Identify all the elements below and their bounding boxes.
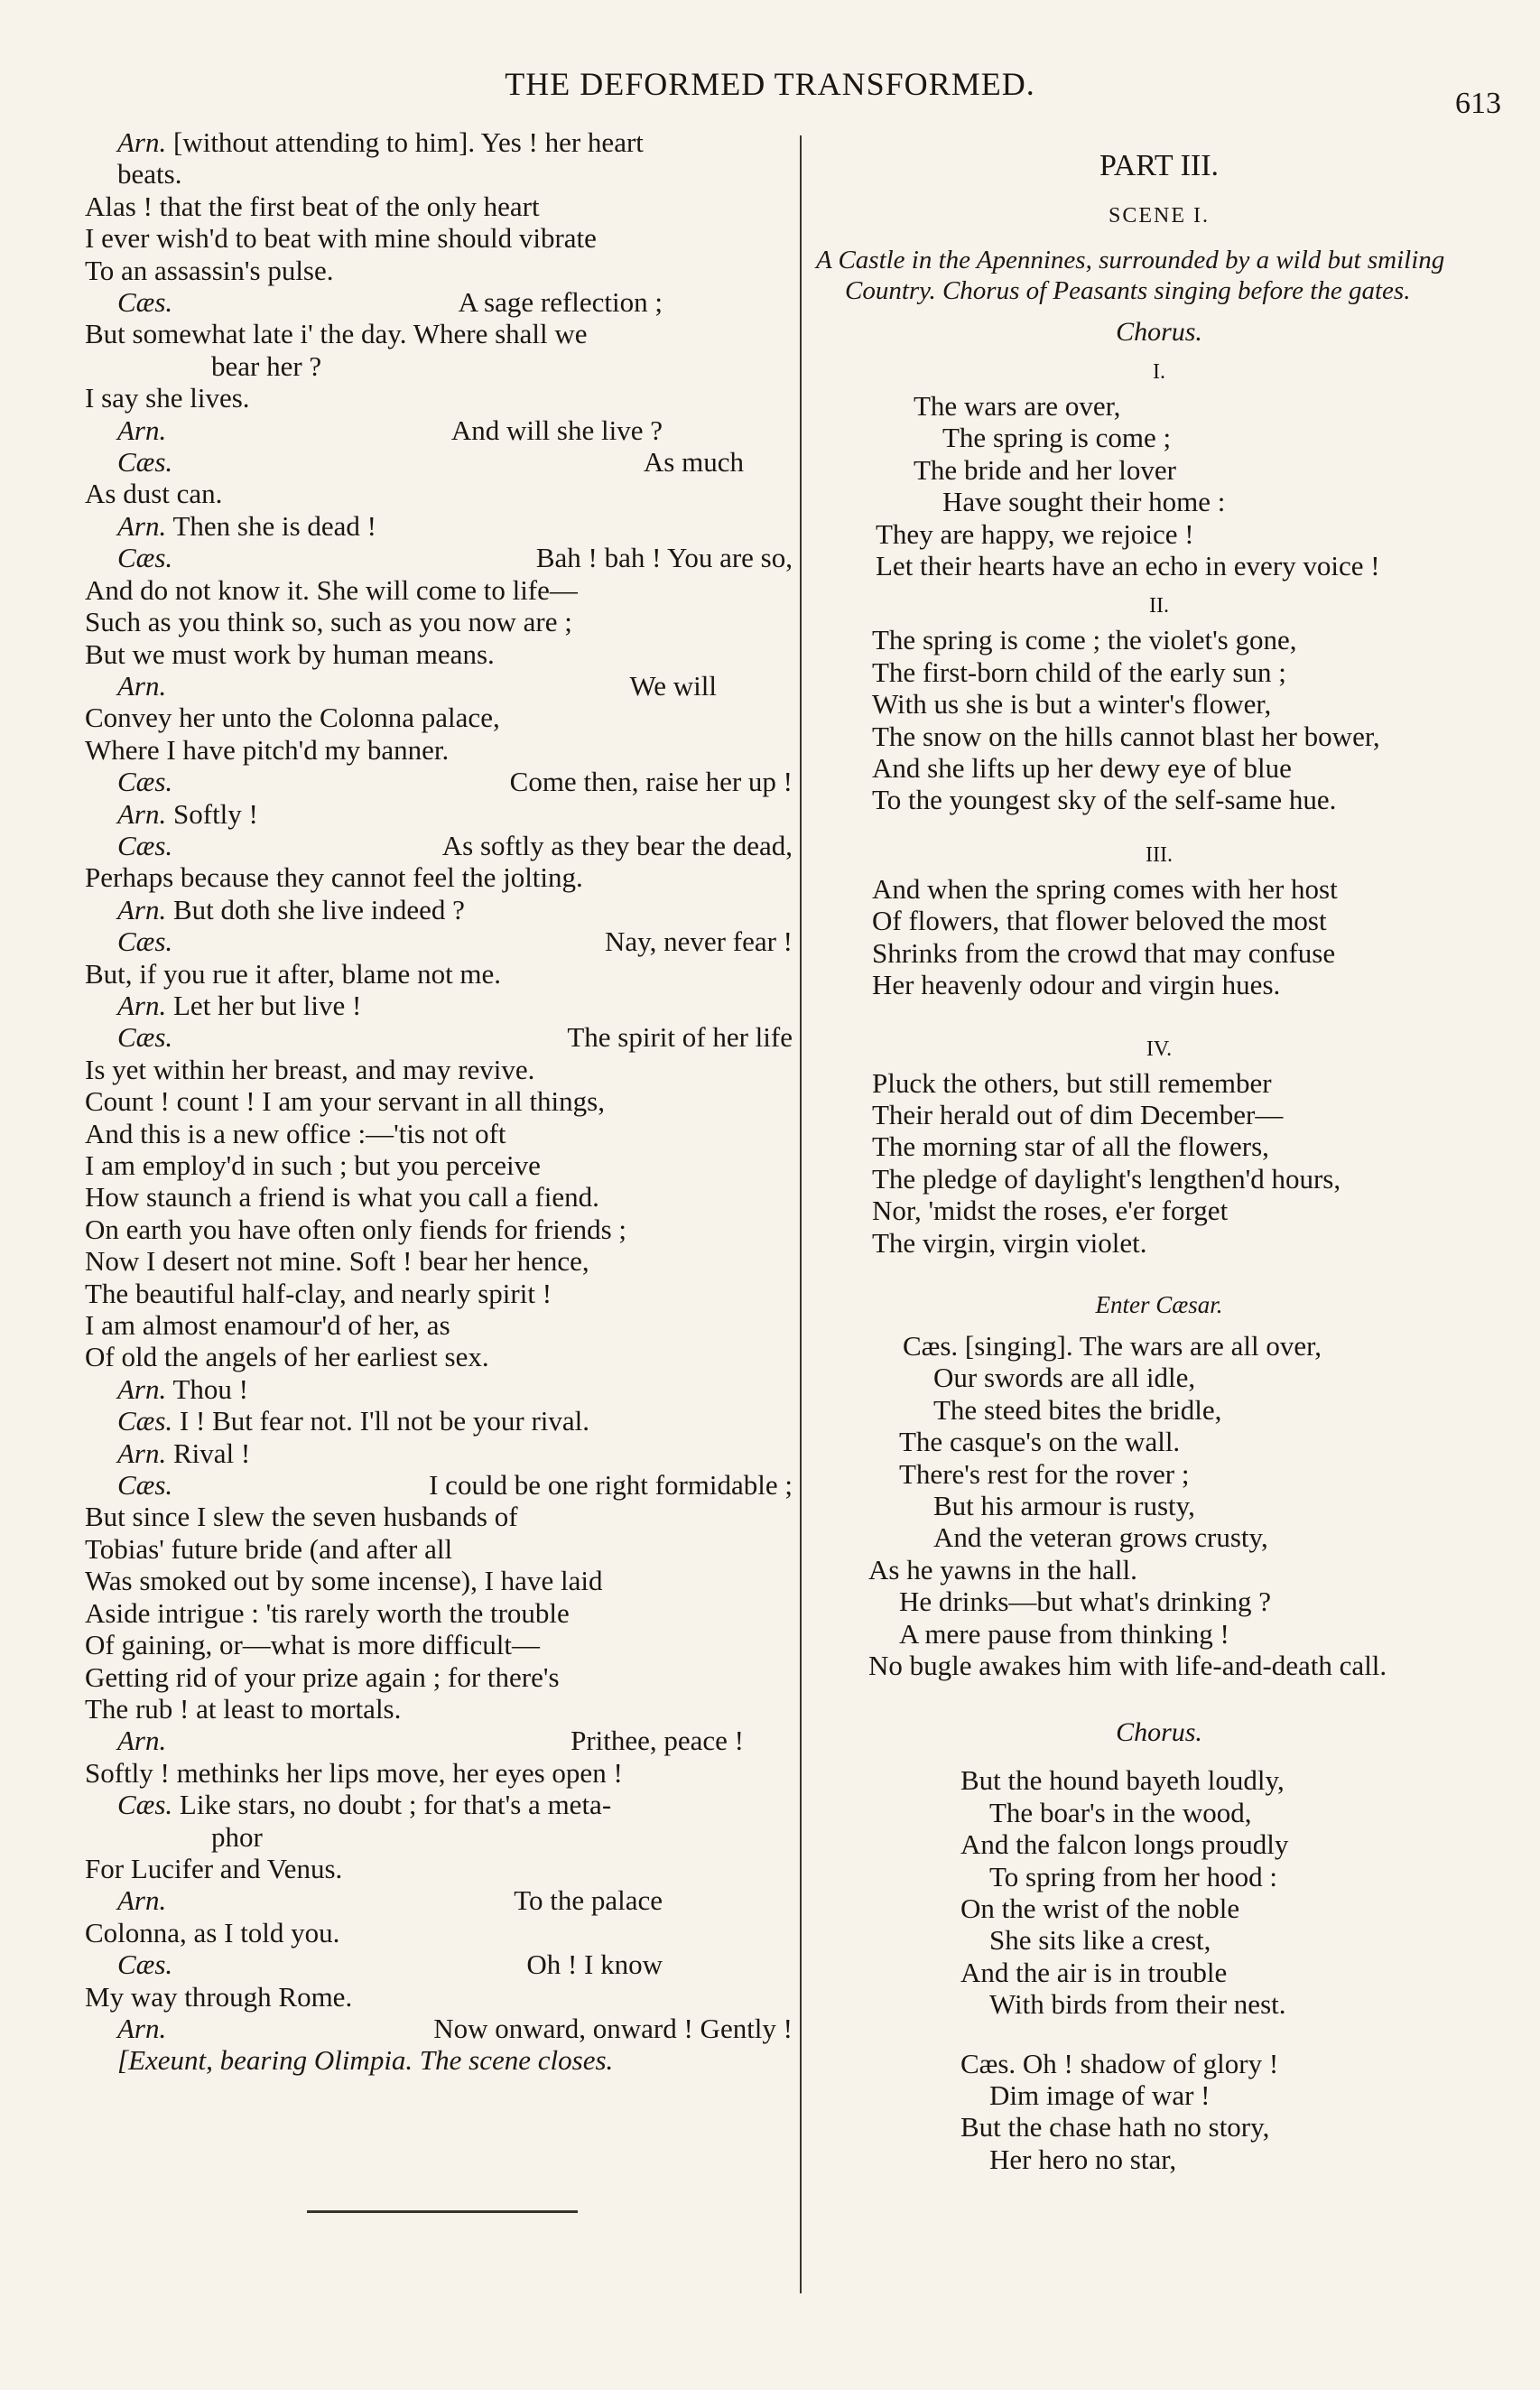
dialogue-line (85, 1884, 798, 1916)
dialogue-line (85, 1501, 798, 1532)
dialogue-text: For Lucifer and Venus. (85, 1852, 343, 1884)
end-rule (307, 2210, 578, 2213)
dialogue-text: But since I slew the seven husbands of (85, 1501, 518, 1533)
dialogue-line (85, 1278, 798, 1309)
dialogue-line (85, 1948, 798, 1980)
dialogue-line (85, 925, 798, 957)
scene-title: SCENE I. (1109, 204, 1210, 228)
verse-line: To spring from her hood : (989, 1860, 1277, 1892)
dialogue-text: The beautiful half-clay, and nearly spirit ! (85, 1277, 552, 1309)
dialogue-line (85, 478, 798, 509)
verse-line: Cæs. Oh ! shadow of glory ! (960, 2047, 1279, 2079)
dialogue-line (85, 1021, 798, 1053)
verse-line: Dim image of war ! (989, 2079, 1211, 2112)
dialogue-text: Is yet within her breast, and may revive. (85, 1053, 535, 1085)
verse-line: Nor, 'midst the roses, e'er forget (872, 1195, 1229, 1227)
dialogue-text: The rub ! at least to mortals. (85, 1692, 402, 1725)
speaker-name: Cæs. (117, 542, 173, 574)
dialogue-text: [without attending to him]. Yes ! her heart (173, 126, 644, 158)
dialogue-text: As softly as they bear the dead, (441, 829, 793, 861)
caesar-song (816, 1330, 1502, 1681)
verse-line: The pledge of daylight's lengthen'd hours, (872, 1162, 1341, 1195)
dialogue-line (85, 126, 798, 158)
verse-line: The morning star of all the flowers, (872, 1130, 1269, 1163)
speaker-name: Cæs. (117, 1789, 173, 1821)
dialogue-line (85, 1181, 798, 1213)
dialogue-text: Oh ! I know (526, 1948, 663, 1981)
dialogue-text: Convey her unto the Colonna palace, (85, 702, 500, 734)
dialogue-text: Of old the angels of her earliest sex. (85, 1341, 489, 1373)
dialogue-text: [Exeunt, bearing Olimpia. The scene closes. (117, 2044, 614, 2077)
dialogue-text: Such as you think so, such as you now are ; (85, 606, 572, 638)
dialogue-text: Rival ! (173, 1437, 251, 1469)
dialogue-line (85, 830, 798, 861)
stanza-1 (816, 390, 1502, 581)
speaker-name: Cæs. (117, 1469, 173, 1502)
speaker-name: Cæs. (117, 1405, 173, 1437)
dialogue-text: Come then, raise her up ! (509, 766, 793, 798)
dialogue-line (85, 222, 798, 254)
dialogue-line (85, 861, 798, 893)
dialogue-text: Let her but live ! (173, 989, 362, 1021)
stanza-number: I. (1153, 360, 1165, 384)
dialogue-text: To the palace (514, 1884, 663, 1917)
dialogue-text: I say she lives. (85, 382, 250, 414)
verse-line: On the wrist of the noble (960, 1892, 1240, 1925)
verse-line: She sits like a crest, (989, 1924, 1211, 1957)
dialogue-text: bear her ? (211, 349, 322, 382)
chorus-heading: Chorus. (1116, 317, 1202, 347)
dialogue-line (85, 158, 798, 190)
verse-line: With us she is but a winter's flower, (872, 688, 1272, 721)
part-title: PART III. (1099, 149, 1220, 182)
verse-line: The casque's on the wall. (899, 1426, 1181, 1458)
chorus-2 (816, 1764, 1502, 2020)
dialogue-line (85, 1149, 798, 1181)
dialogue-text: But doth she live indeed ? (173, 893, 465, 925)
dialogue-line (85, 382, 798, 414)
speaker-name: Arn. (117, 989, 167, 1021)
stanza-number: IV. (1146, 1037, 1173, 1061)
left-column (85, 126, 798, 2077)
dialogue-text: To an assassin's pulse. (85, 254, 334, 286)
dialogue-text: I ! But fear not. I'll not be your rival. (179, 1405, 590, 1437)
stanza-number: II. (1149, 594, 1169, 618)
dialogue-line (85, 638, 798, 670)
verse-line: To the youngest sky of the self-same hue. (872, 784, 1337, 816)
dialogue-text: Tobias' future bride (and after all (85, 1532, 453, 1565)
verse-line: There's rest for the rover ; (899, 1457, 1190, 1490)
dialogue-line (85, 1118, 798, 1149)
dialogue-text: On earth you have often only fiends for friends ; (85, 1213, 627, 1245)
dialogue-line (85, 1214, 798, 1245)
dialogue-line (85, 1469, 798, 1501)
dialogue-text: Alas ! that the first beat of the only heart (85, 190, 540, 222)
dialogue-text: But somewhat late i' the day. Where shall we (85, 318, 588, 350)
dialogue-line (85, 318, 798, 349)
dialogue-text: As dust can. (85, 478, 223, 510)
dialogue-text: Getting rid of your prize again ; for there's (85, 1660, 560, 1693)
speaker-name: Arn. (117, 509, 167, 542)
dialogue-text: I could be one right formidable ; (429, 1469, 793, 1502)
verse-line: The virgin, virgin violet. (872, 1226, 1147, 1259)
stanza-3 (816, 873, 1502, 1001)
verse-line: But the hound bayeth loudly, (960, 1764, 1285, 1797)
verse-line: Her hero no star, (989, 2143, 1177, 2175)
verse-line: And the air is in trouble (960, 1956, 1228, 1988)
dialogue-line (85, 990, 798, 1021)
verse-line: As he yawns in the hall. (868, 1553, 1137, 1586)
verse-line: With birds from their nest. (989, 1988, 1286, 2021)
dialogue-text: Bah ! bah ! You are so, (535, 542, 793, 574)
dialogue-text: My way through Rome. (85, 1980, 353, 2013)
speaker-name: Arn. (117, 1884, 167, 1917)
verse-line: Her heavenly odour and virgin hues. (872, 969, 1281, 1001)
dialogue-line (85, 510, 798, 542)
verse-line: He drinks—but what's drinking ? (899, 1586, 1271, 1618)
dialogue-text: Perhaps because they cannot feel the jolting. (85, 861, 583, 894)
dialogue-text: And will she live ? (450, 414, 663, 446)
speaker-name: Cæs. (117, 446, 173, 479)
speaker-name: Cæs. (117, 766, 173, 798)
dialogue-line (85, 574, 798, 606)
verse-line: No bugle awakes him with life-and-death call. (868, 1650, 1387, 1681)
dialogue-line (85, 350, 798, 382)
dialogue-line (85, 2044, 798, 2076)
verse-line: The steed bites the bridle, (933, 1393, 1222, 1426)
speaker-name: Arn. (117, 669, 167, 702)
dialogue-line (85, 414, 798, 446)
verse-line: But the chase hath no story, (960, 2111, 1270, 2144)
dialogue-text: Softly ! methinks her lips move, her eyes open ! (85, 1756, 623, 1789)
dialogue-text: phor (211, 1820, 263, 1853)
verse-line: The first-born child of the early sun ; (872, 656, 1286, 688)
dialogue-line (85, 542, 798, 573)
stanza-2 (816, 624, 1502, 815)
verse-line: The snow on the hills cannot blast her bower, (872, 720, 1380, 752)
dialogue-line (85, 1405, 798, 1437)
dialogue-line (85, 1661, 798, 1693)
speaker-name: Arn. (117, 797, 167, 830)
verse-line: They are happy, we rejoice ! (876, 517, 1194, 550)
speaker-name: Arn. (117, 2012, 167, 2044)
dialogue-line (85, 1757, 798, 1789)
dialogue-line (85, 1917, 798, 1948)
dialogue-text: But we must work by human means. (85, 637, 495, 670)
verse-line: The boar's in the wood, (989, 1796, 1252, 1828)
dialogue-line (85, 1789, 798, 1820)
speaker-name: Cæs. (117, 1948, 173, 1981)
chorus-heading-2: Chorus. (1116, 1717, 1202, 1748)
verse-line: And the veteran grows crusty, (933, 1521, 1268, 1554)
dialogue-line (85, 255, 798, 286)
dialogue-text: Of gaining, or—what is more difficult— (85, 1629, 540, 1661)
dialogue-text: Aside intrigue : 'tis rarely worth the trouble (85, 1596, 570, 1629)
speaker-name: Arn. (117, 1437, 167, 1469)
dialogue-line (85, 894, 798, 925)
dialogue-line (85, 286, 798, 318)
dialogue-text: The spirit of her life (567, 1021, 793, 1054)
speaker-name: Arn. (117, 893, 167, 925)
verse-line: Cæs. [singing]. The wars are all over, (903, 1329, 1322, 1362)
dialogue-text: beats. (117, 158, 182, 191)
dialogue-text: A sage reflection ; (458, 286, 663, 319)
dialogue-line (85, 1565, 798, 1596)
dialogue-text: Count ! count ! I am your servant in all things, (85, 1085, 605, 1118)
verse-line: The spring is come ; (942, 422, 1172, 454)
dialogue-line (85, 1341, 798, 1372)
dialogue-text: I am almost enamour'd of her, as (85, 1309, 450, 1342)
dialogue-line (85, 1821, 798, 1853)
dialogue-text: Then she is dead ! (172, 509, 376, 542)
page-number: 613 (1455, 87, 1501, 120)
dialogue-text: I am employ'd in such ; but you perceive (85, 1149, 541, 1181)
caesar-final (816, 2048, 1502, 2176)
verse-line: And the falcon longs proudly (960, 1828, 1289, 1861)
speaker-name: Arn. (117, 1372, 167, 1405)
dialogue-text: Prithee, peace ! (571, 1725, 744, 1757)
dialogue-line (85, 958, 798, 990)
dialogue-text: We will (629, 669, 717, 702)
dialogue-text: As much (643, 446, 744, 479)
dialogue-line (85, 1085, 798, 1117)
dialogue-line (85, 702, 798, 733)
stanza-4 (816, 1067, 1502, 1259)
verse-line: Shrinks from the crowd that may confuse (872, 936, 1336, 969)
dialogue-line (85, 1054, 798, 1085)
dialogue-line (85, 1245, 798, 1277)
dialogue-line (85, 1725, 798, 1756)
verse-line: The bride and her lover (914, 453, 1176, 486)
dialogue-line (85, 1533, 798, 1565)
dialogue-text: Was smoked out by some incense), I have laid (85, 1565, 603, 1597)
verse-line: Our swords are all idle, (933, 1362, 1196, 1394)
verse-line: Let their hearts have an echo in every voice ! (876, 550, 1380, 582)
speaker-name: Arn. (117, 414, 167, 446)
dialogue-line (85, 1309, 798, 1341)
dialogue-line (85, 734, 798, 766)
dialogue-line (85, 1437, 798, 1469)
dialogue-line (85, 766, 798, 797)
dialogue-text: I ever wish'd to beat with mine should vibrate (85, 222, 597, 255)
speaker-name: Arn. (117, 126, 167, 158)
dialogue-text: Softly ! (173, 797, 258, 830)
verse-line: The wars are over, (914, 390, 1121, 422)
dialogue-line (85, 1629, 798, 1660)
dialogue-text: Where I have pitch'd my banner. (85, 733, 450, 766)
dialogue-line (85, 1373, 798, 1405)
dialogue-text: Now onward, onward ! Gently ! (433, 2012, 793, 2044)
dialogue-text: Nay, never fear ! (605, 925, 793, 958)
speaker-name: Cæs. (117, 829, 173, 861)
dialogue-line (85, 1981, 798, 2013)
dialogue-line (85, 798, 798, 830)
verse-line: Pluck the others, but still remember (872, 1066, 1272, 1099)
verse-line: Have sought their home : (942, 486, 1226, 518)
dialogue-text: Thou ! (172, 1372, 248, 1405)
verse-line: And when the spring comes with her host (872, 872, 1338, 905)
dialogue-text: But, if you rue it after, blame not me. (85, 957, 502, 990)
dialogue-text: Colonna, as I told you. (85, 1916, 340, 1948)
right-column (816, 148, 1502, 2175)
verse-line: Of flowers, that flower beloved the most (872, 905, 1327, 937)
dialogue-line (85, 606, 798, 637)
dialogue-text: And this is a new office :—'tis not oft (85, 1117, 506, 1149)
verse-line: A mere pause from thinking ! (899, 1617, 1229, 1650)
column-divider (800, 135, 802, 2293)
scene-setting: A Castle in the Apennines, surrounded by a wild but smiling Country. Chorus of Peasants singing before the gates. (816, 246, 1445, 305)
verse-line: The spring is come ; the violet's gone, (872, 624, 1297, 656)
dialogue-text: Now I desert not mine. Soft ! bear her hence, (85, 1245, 589, 1278)
speaker-name: Cæs. (117, 925, 173, 958)
speaker-name: Arn. (117, 1725, 167, 1757)
speaker-name: Cæs. (117, 1021, 173, 1054)
stanza-number: III. (1146, 842, 1173, 867)
dialogue-line (85, 191, 798, 222)
dialogue-line (85, 2013, 798, 2044)
speaker-name: Cæs. (117, 286, 173, 319)
dialogue-line (85, 1693, 798, 1725)
dialogue-line (85, 670, 798, 702)
verse-line: But his armour is rusty, (933, 1489, 1195, 1521)
stage-direction-enter: Enter Cæsar. (1095, 1290, 1223, 1318)
verse-line: And she lifts up her dewy eye of blue (872, 752, 1292, 785)
dialogue-line (85, 446, 798, 478)
verse-line: Their herald out of dim December— (872, 1098, 1284, 1130)
dialogue-text: Like stars, no doubt ; for that's a meta- (179, 1789, 612, 1821)
dialogue-text: How staunch a friend is what you call a fiend. (85, 1181, 599, 1214)
dialogue-line (85, 1853, 798, 1884)
dialogue-line (85, 1597, 798, 1629)
dialogue-text: And do not know it. She will come to life— (85, 573, 578, 606)
running-head: THE DEFORMED TRANSFORMED. (505, 66, 1035, 102)
